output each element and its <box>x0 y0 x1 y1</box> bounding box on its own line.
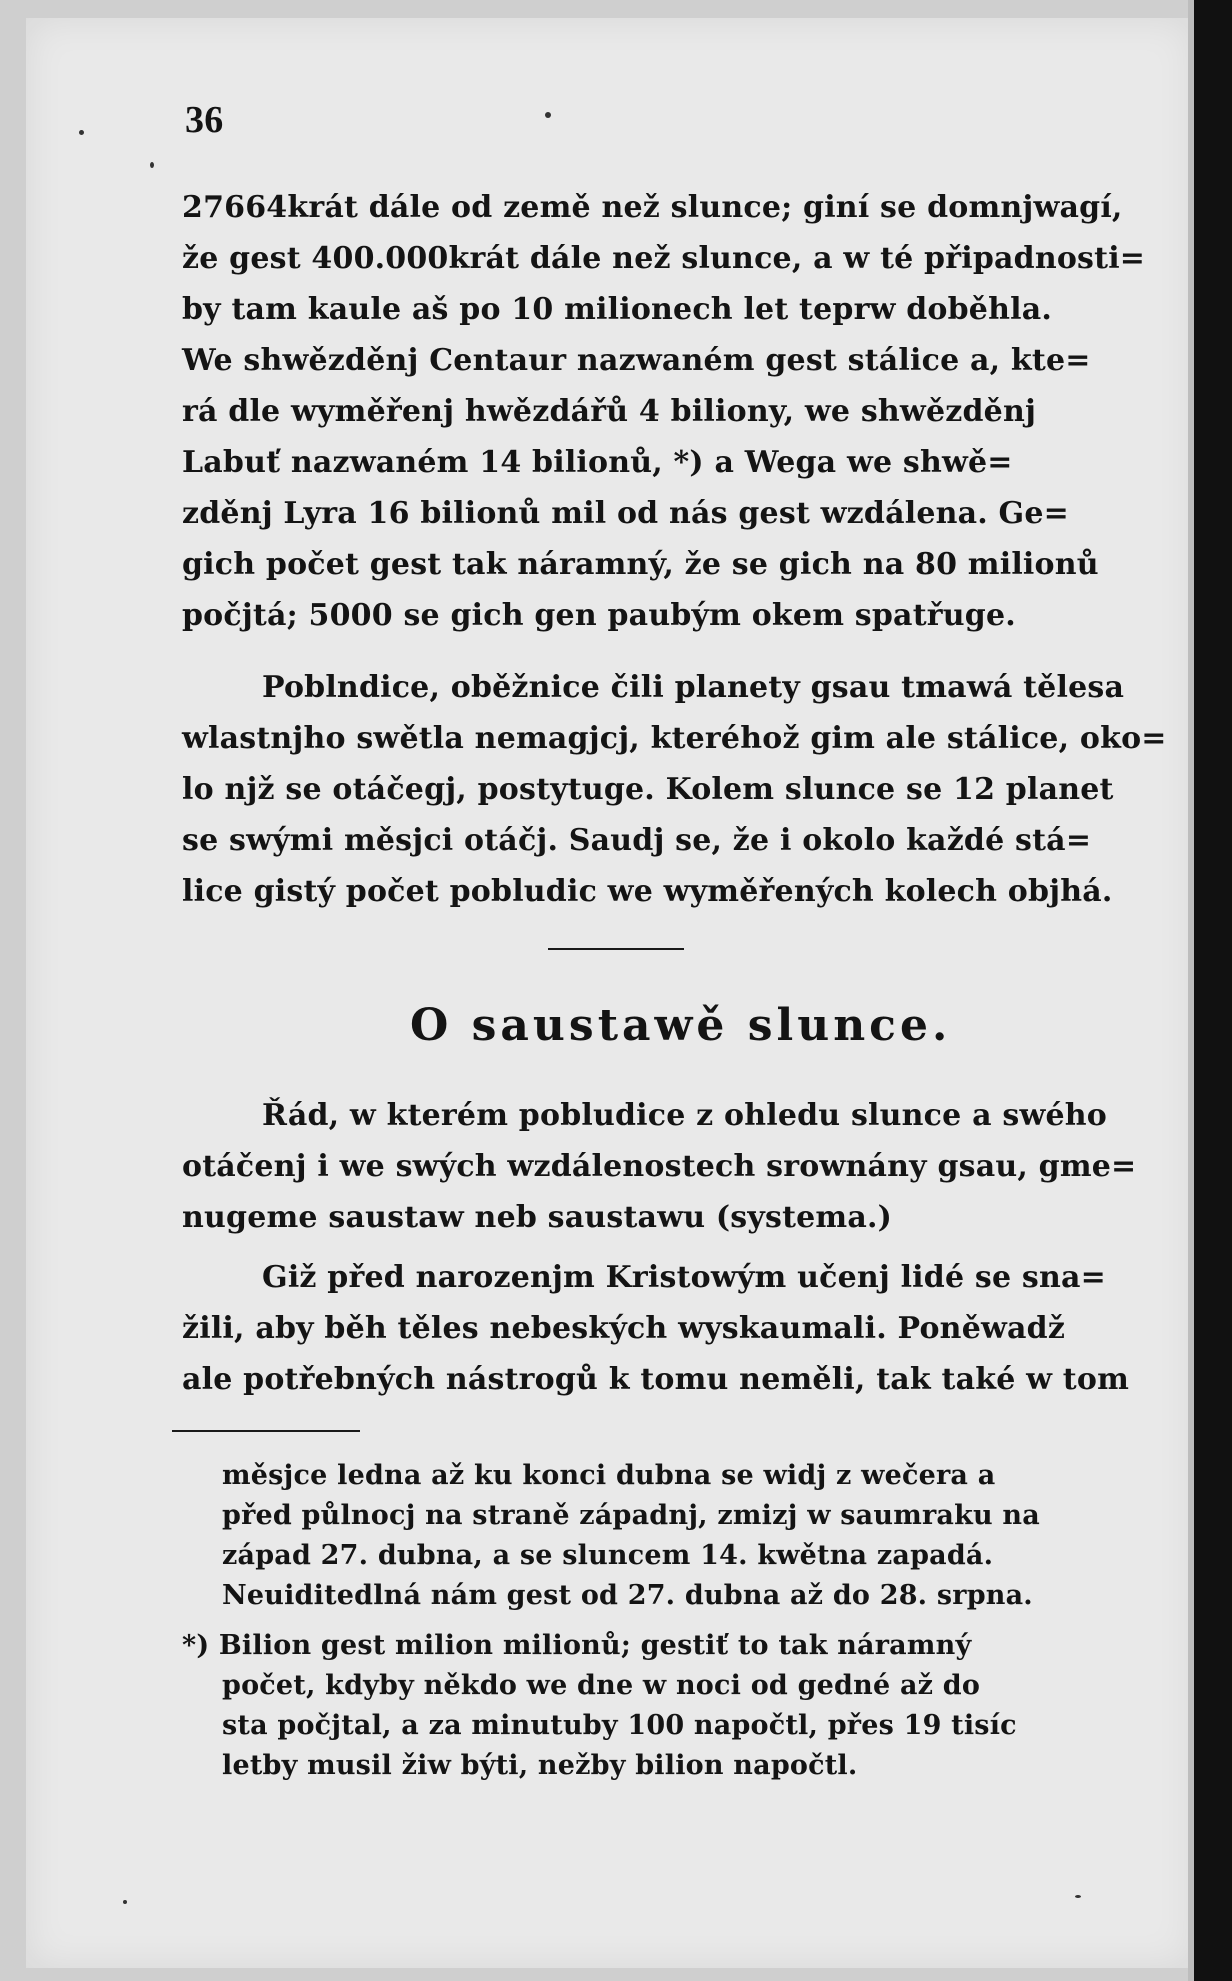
text-line: Giž před narozenjm Kristowým učenj lidé se sna= <box>262 1260 1106 1295</box>
scan-speck <box>150 162 154 168</box>
section-heading: O saustawě slunce. <box>410 1000 952 1051</box>
footnote-line: západ 27. dubna, a se sluncem 14. kwětna zapadá. <box>222 1540 994 1571</box>
footnote-line: *) Bilion gest milion milionů; gestiť to tak náramný <box>182 1630 972 1661</box>
text-line: Labuť nazwaném 14 bilionů, *) a Wega we shwě= <box>182 445 1013 480</box>
scan-speck <box>79 130 84 135</box>
text-line: lice gistý počet pobludic we wyměřených kolech objhá. <box>182 874 1113 909</box>
text-line: Poblndice, oběžnice čili planety gsau tmawá tělesa <box>262 670 1125 705</box>
footnote-line: měsjce ledna až ku konci dubna se widj z wečera a <box>222 1460 996 1491</box>
text-line: gich počet gest tak náramný, že se gich na 80 milionů <box>182 547 1099 582</box>
text-line: ale potřebných nástrogů k tomu neměli, tak také w tom <box>182 1362 1130 1397</box>
footnote-line: letby musil žiw býti, nežby bilion napočtl. <box>222 1750 858 1781</box>
footnote-divider <box>172 1430 360 1432</box>
text-line: We shwězděnj Centaur nazwaném gest stálice a, kte= <box>182 343 1091 378</box>
text-line: zděnj Lyra 16 bilionů mil od nás gest wzdálena. Ge= <box>182 496 1069 531</box>
footnote-line: počet, kdyby někdo we dne w noci od gedné až do <box>222 1670 981 1701</box>
footnote-line: před půlnocj na straně západnj, zmizj w saumraku na <box>222 1500 1040 1531</box>
text-line: otáčenj i we swých wzdálenostech srownány gsau, gme= <box>182 1149 1137 1184</box>
text-line: 27664krát dále od země než slunce; giní se domnjwagí, <box>182 190 1123 225</box>
text-line: wlastnjho swětla nemagjcj, kteréhož gim ale stálice, oko= <box>182 721 1167 756</box>
text-line: lo njž se otáčegj, postytuge. Kolem slunce se 12 planet <box>182 772 1114 807</box>
text-line: nugeme saustaw neb saustawu (systema.) <box>182 1200 893 1235</box>
footnote-line: sta počjtal, a za minutuby 100 napočtl, přes 19 tisíc <box>222 1710 1017 1741</box>
page-number: 36 <box>185 99 224 141</box>
scan-border <box>1194 0 1232 1981</box>
section-divider <box>548 948 684 950</box>
scan-speck <box>545 112 551 118</box>
scan-speck <box>123 1900 127 1904</box>
text-line: Řád, w kterém pobludice z ohledu slunce a swého <box>262 1098 1107 1133</box>
text-line: počjtá; 5000 se gich gen paubým okem spatřuge. <box>182 598 1016 633</box>
text-line: rá dle wyměřenj hwězdářů 4 biliony, we shwězděnj <box>182 394 1037 429</box>
scan-speck <box>1075 1895 1081 1898</box>
text-line: že gest 400.000krát dále než slunce, a w té připadnosti= <box>182 241 1146 276</box>
text-line: by tam kaule aš po 10 milionech let teprw doběhla. <box>182 292 1052 327</box>
text-line: žili, aby běh těles nebeských wyskaumali. Poněwadž <box>182 1311 1066 1346</box>
text-line: se swými měsjci otáčj. Saudj se, že i okolo každé stá= <box>182 823 1092 858</box>
footnote-line: Neuiditedlná nám gest od 27. dubna až do 28. srpna. <box>222 1580 1033 1611</box>
